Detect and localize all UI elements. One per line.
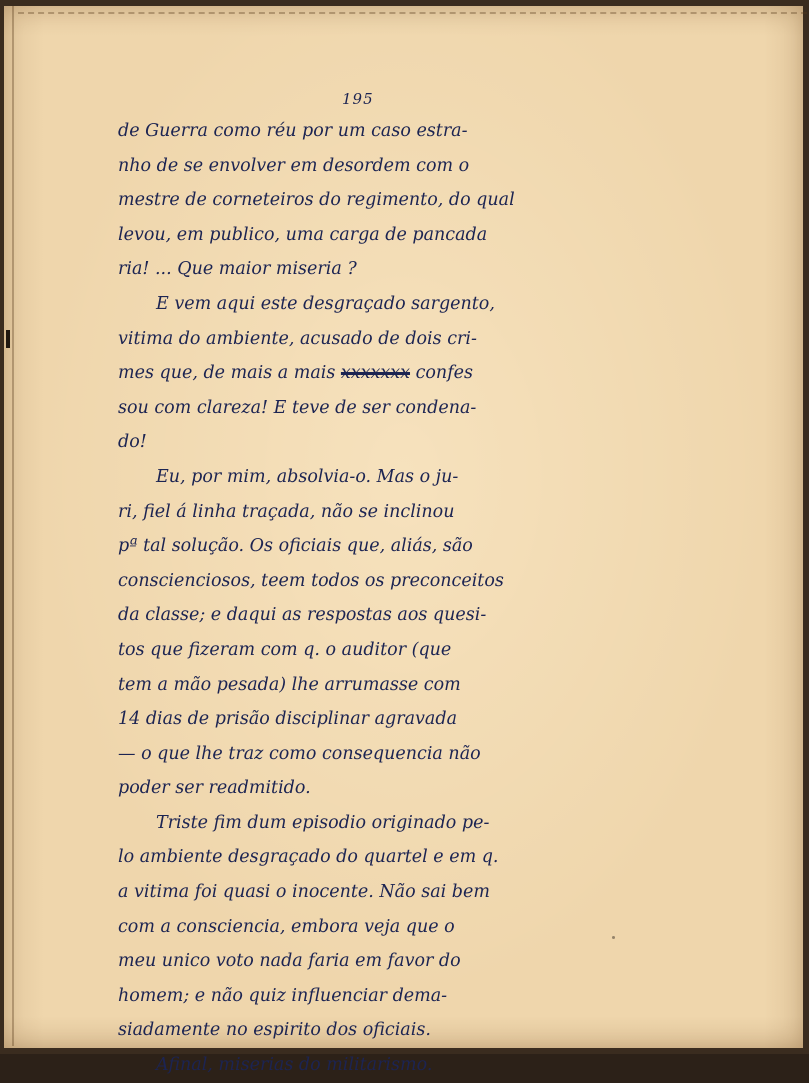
text-line: nho de se envolver em desordem com o xyxy=(118,155,470,176)
page-edge xyxy=(18,12,807,17)
text-line: mestre de corneteiros do regimento, do qual xyxy=(118,190,515,211)
text-line: da classe; e daqui as respostas aos quesi- xyxy=(118,605,487,626)
text-line: sou com clareza! E teve de ser condena- xyxy=(118,397,477,418)
text-line-with-strikeout xyxy=(118,356,608,391)
text-line: pª tal solução. Os oficiais que, aliás, são xyxy=(118,536,473,557)
text-line: levou, em publico, uma carga de pancada xyxy=(118,224,488,245)
text-line: homem; e não quiz influenciar dema- xyxy=(118,985,448,1006)
pencil-dot xyxy=(612,936,615,939)
text-line: — o que lhe traz como consequencia não xyxy=(118,743,481,764)
binding-thread-mark xyxy=(6,330,10,348)
text-fragment: mes que, de mais a mais xyxy=(118,363,336,384)
text-line: meu unico voto nada faria em favor do xyxy=(118,951,461,972)
struck-out-word: xxxxxxx xyxy=(340,363,411,384)
text-line: poder ser readmitido. xyxy=(118,778,311,799)
text-line: tem a mão pesada) lhe arrumasse com xyxy=(118,674,461,695)
handwritten-text xyxy=(118,114,608,1083)
text-line: vitima do ambiente, acusado de dois cri- xyxy=(118,328,477,349)
text-line: do! xyxy=(118,432,147,453)
text-line: 14 dias de prisão disciplinar agravada xyxy=(118,709,458,730)
text-line: de Guerra como réu por um caso estra- xyxy=(118,121,468,141)
text-line: ria! ... Que maior miseria ? xyxy=(118,259,357,280)
page-number: 195 xyxy=(342,90,374,108)
text-line: Triste fim dum episodio originado pe- xyxy=(156,812,490,833)
text-line: Eu, por mim, absolvia-o. Mas o ju- xyxy=(156,466,459,487)
text-line: a vitima foi quasi o inocente. Não sai bem xyxy=(118,882,490,903)
text-line: ri, fiel á linha traçada, não se inclinou xyxy=(118,501,455,522)
text-line: conscienciosos, teem todos os preconceitos xyxy=(118,570,504,591)
text-line: lo ambiente desgraçado do quartel e em q. xyxy=(118,847,499,868)
text-line: com a consciencia, embora veja que o xyxy=(118,916,455,937)
text-line: siadamente no espirito dos oficiais. xyxy=(118,1020,431,1041)
binding-gutter xyxy=(12,6,14,1046)
text-line: tos que fizeram com q. o auditor (que xyxy=(118,639,452,660)
text-fragment: confes xyxy=(415,363,474,384)
text-line: Afinal, miserias do militarismo. xyxy=(156,1055,433,1076)
text-line: E vem aqui este desgraçado sargento, xyxy=(156,293,495,314)
